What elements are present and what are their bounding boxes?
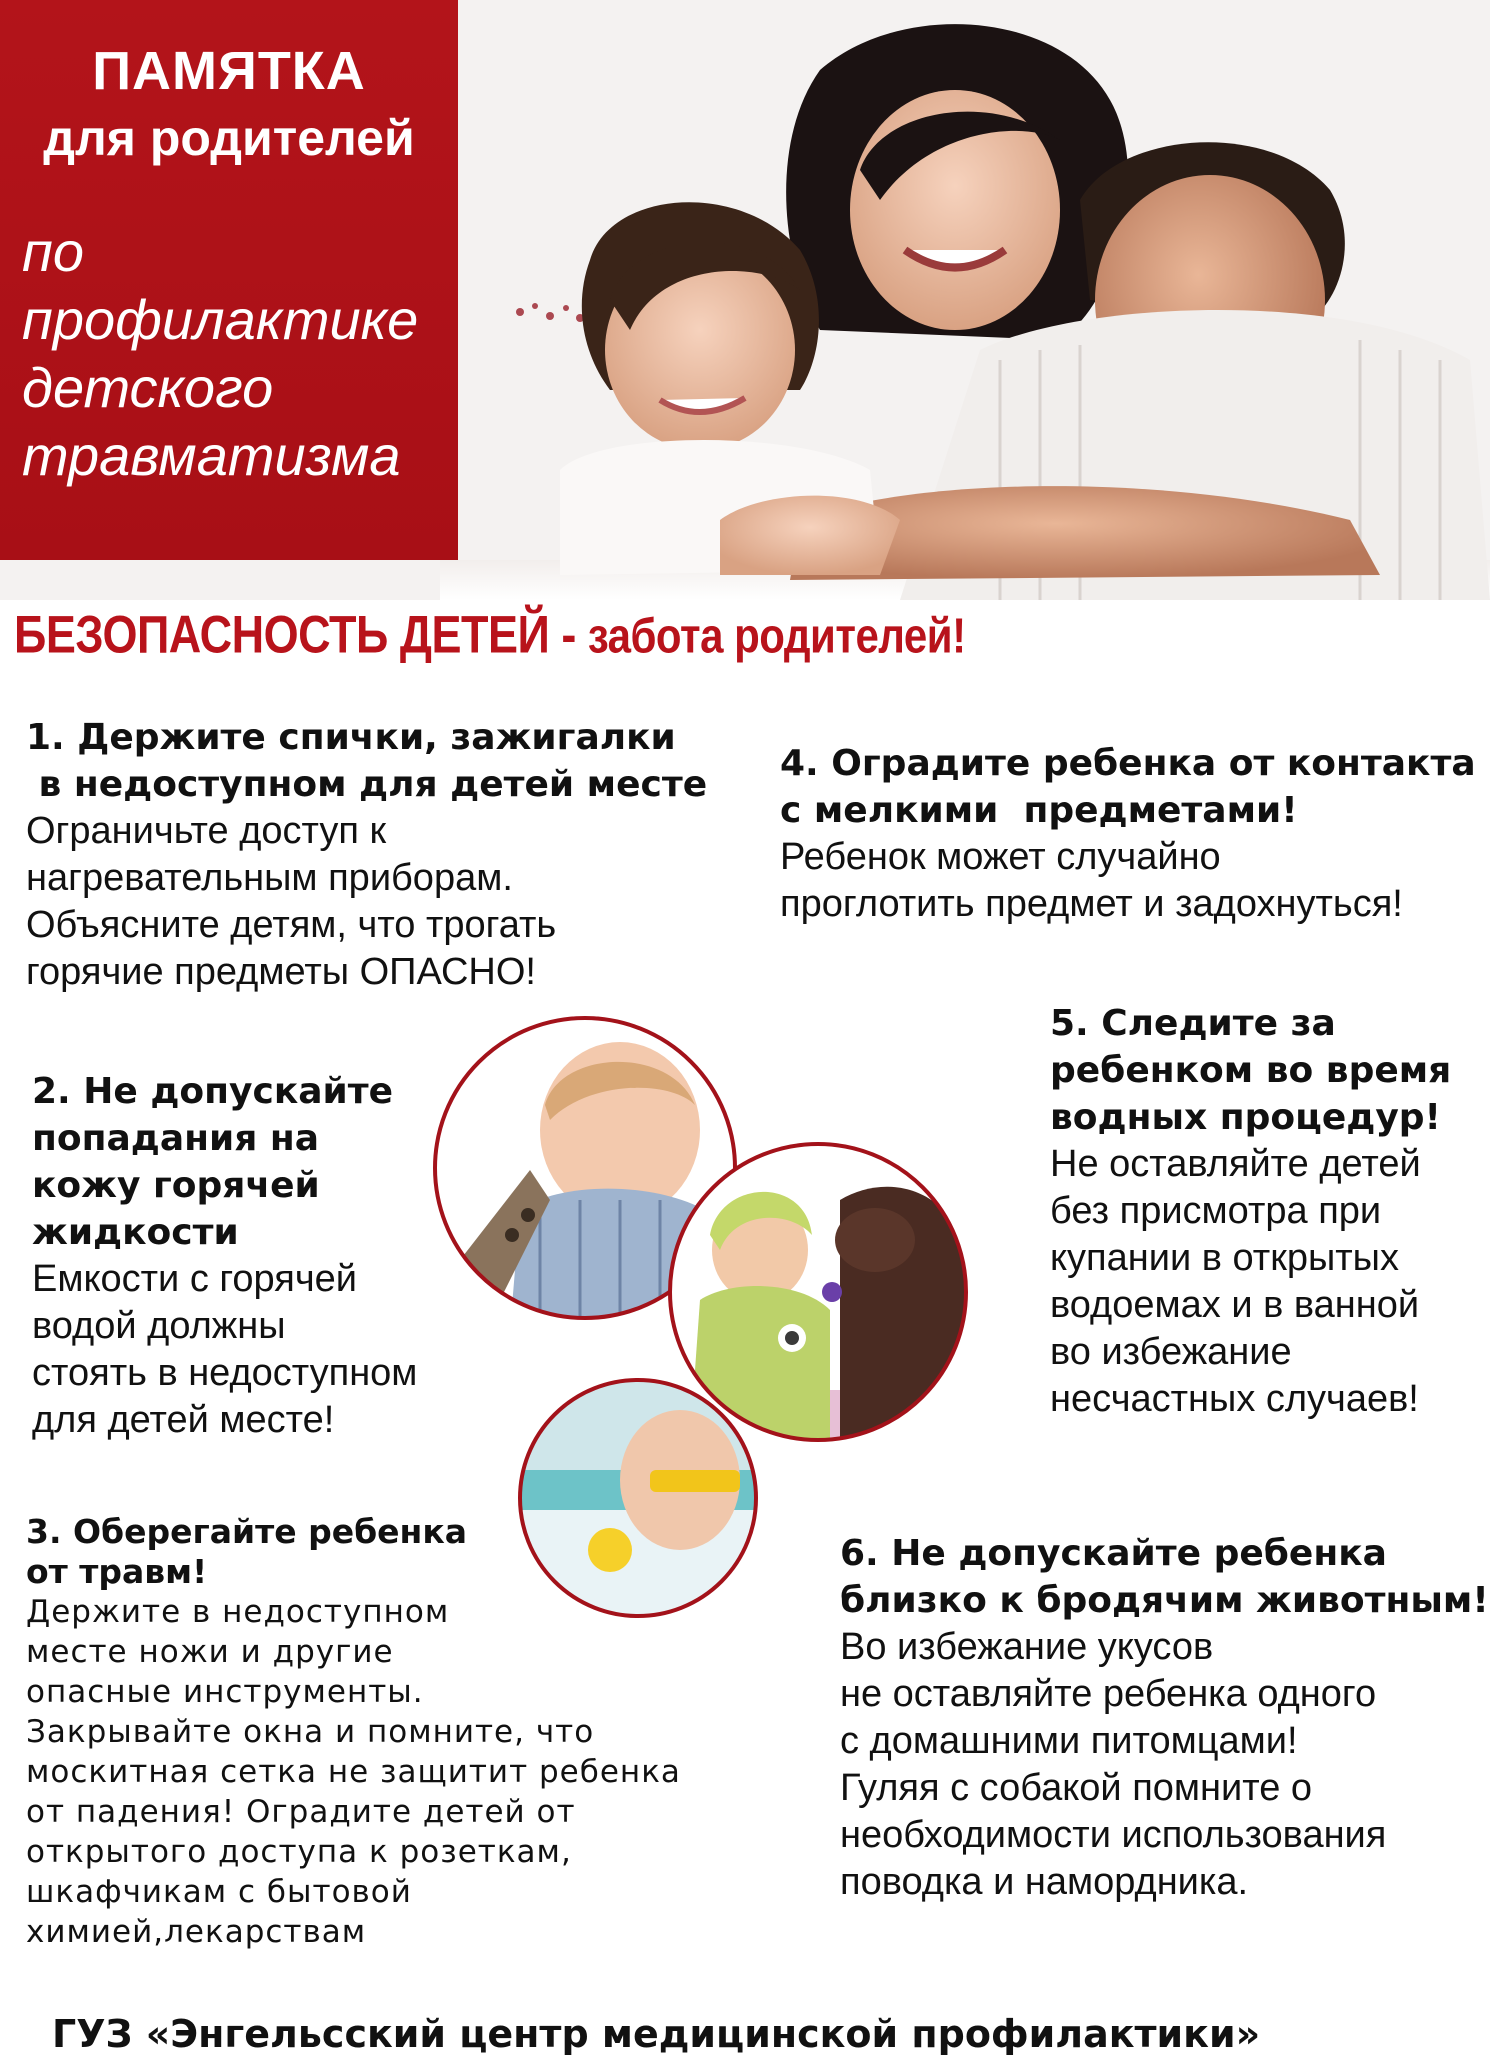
heading-line: 4. Оградите ребенка от контакта: [780, 743, 1476, 784]
tip-1: [26, 714, 707, 996]
heading-line: кожу горячей: [32, 1165, 320, 1206]
body-line: стоять в недоступном: [32, 1352, 418, 1394]
title-audience: для родителей: [43, 110, 415, 166]
slogan-separator: -: [549, 604, 588, 665]
body-line: купании в открытых: [1050, 1237, 1399, 1279]
heading-line: от травм!: [26, 1552, 208, 1591]
heading-line: близко к бродячим животным!: [840, 1580, 1489, 1621]
tip-body: [32, 1256, 417, 1444]
subtitle-line: профилактике: [22, 288, 419, 351]
tip-body: [780, 834, 1476, 928]
body-line: проглотить предмет и задохнуться!: [780, 883, 1403, 925]
tip-5: [1050, 1000, 1451, 1423]
body-line: для детей месте!: [32, 1399, 335, 1441]
title-box: [0, 0, 458, 560]
title-main: ПАМЯТКА: [92, 41, 366, 101]
body-line: водоемах и в ванной: [1050, 1284, 1420, 1326]
tip-body: [1050, 1141, 1451, 1423]
body-line: во избежание: [1050, 1331, 1292, 1373]
body-line: Емкости с горячей: [32, 1258, 358, 1300]
body-line: открытого доступа к розеткам,: [26, 1834, 572, 1870]
heading-line: в недоступном для детей месте: [26, 764, 708, 805]
body-line: Ребенок может случайно: [780, 836, 1221, 878]
tip-heading: [780, 740, 1476, 834]
baby-dog-photo: [670, 1144, 970, 1450]
tip-2: [32, 1068, 417, 1444]
heading-line: 2. Не допускайте: [32, 1071, 394, 1112]
subtitle-line: травматизма: [22, 424, 401, 487]
heading-line: 1. Держите спички, зажигалки: [26, 717, 676, 758]
body-line: Не оставляйте детей: [1050, 1143, 1421, 1185]
heading-line: жидкости: [32, 1212, 239, 1253]
tip-heading: [32, 1068, 417, 1256]
body-line: водой должны: [32, 1305, 286, 1347]
subtitle-line: по: [22, 220, 84, 283]
body-line: Объясните детям, что трогать: [26, 904, 557, 946]
body-line: горячие предметы ОПАСНО!: [26, 951, 536, 993]
body-line: без присмотра при: [1050, 1190, 1382, 1232]
body-line: месте ножи и другие: [26, 1634, 394, 1670]
body-line: Гуляя с собакой помните о: [840, 1767, 1313, 1809]
heading-line: попадания на: [32, 1118, 320, 1159]
body-line: москитная сетка не защитит ребенка: [26, 1754, 681, 1790]
tip-4: [780, 740, 1476, 928]
body-line: не оставляйте ребенка одного: [840, 1673, 1377, 1715]
slogan-part2: забота родителей!: [587, 607, 966, 663]
body-line: с домашними питомцами!: [840, 1720, 1298, 1762]
body-line: химией,лекарствам: [26, 1914, 367, 1950]
slogan: [14, 604, 966, 665]
heading-line: ребенком во время: [1050, 1050, 1452, 1091]
body-line: Держите в недоступном: [26, 1594, 450, 1630]
title-subtitle: [22, 218, 452, 490]
body-line: несчастных случаев!: [1050, 1378, 1419, 1420]
subtitle-line: детского: [22, 356, 274, 419]
tip-body: [26, 808, 707, 996]
tip-body: [26, 1592, 681, 1952]
body-line: Во избежание укусов: [840, 1626, 1214, 1668]
heading-line: 5. Следите за: [1050, 1003, 1336, 1044]
tip-heading: [1050, 1000, 1451, 1141]
body-line: от падения! Оградите детей от: [26, 1794, 576, 1830]
body-line: нагревательным приборам.: [26, 857, 513, 899]
tip-heading: [26, 714, 707, 808]
heading-line: с мелкими предметами!: [780, 790, 1298, 831]
body-line: Закрывайте окна и помните, что: [26, 1714, 595, 1750]
heading-line: водных процедур!: [1050, 1097, 1441, 1138]
body-line: шкафчикам с бытовой: [26, 1874, 412, 1910]
body-line: необходимости использования: [840, 1814, 1387, 1856]
child-photos-cluster: [420, 1010, 1020, 1630]
footer-organization: ГУЗ «Энгельсский центр медицинской профилактики»: [52, 2012, 1261, 2056]
slogan-part1: БЕЗОПАСНОСТЬ ДЕТЕЙ: [14, 604, 550, 665]
tip-body: [840, 1624, 1489, 1906]
body-line: опасные инструменты.: [26, 1674, 424, 1710]
body-line: поводка и намордника.: [840, 1861, 1249, 1903]
body-line: Ограничьте доступ к: [26, 810, 387, 852]
heading-line: 3. Оберегайте ребенка: [26, 1512, 467, 1551]
heading-line: 6. Не допускайте ребенка: [840, 1533, 1387, 1574]
